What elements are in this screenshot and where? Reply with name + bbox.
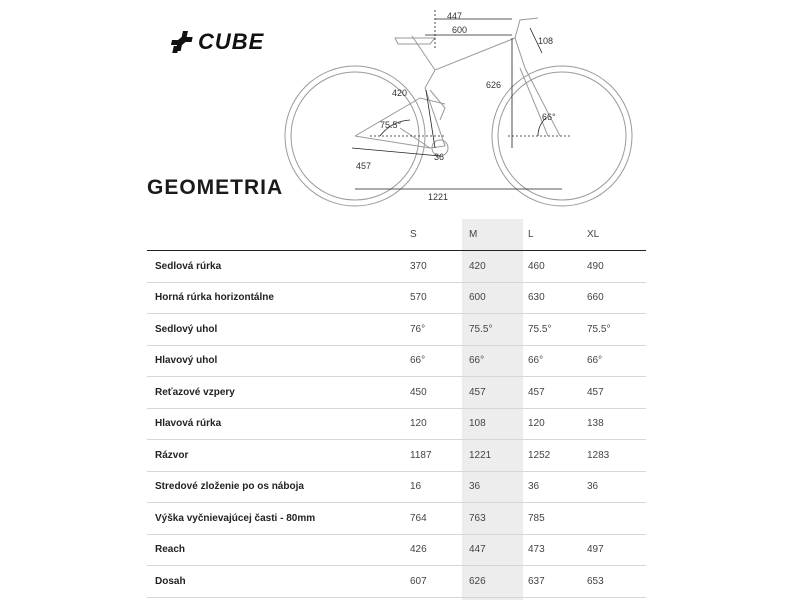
cell-m: 420 [469, 251, 528, 283]
table-row [147, 345, 646, 377]
cell-l: 120 [528, 408, 587, 440]
table-row [147, 534, 646, 566]
table-row [147, 251, 646, 283]
cell-l: 1252 [528, 440, 587, 472]
dim-head-angle: 66° [542, 112, 556, 122]
cell-l: 785 [528, 503, 587, 535]
cell-s: 426 [410, 534, 469, 566]
dim-stack: 626 [486, 80, 502, 90]
row-label: Sedlová rúrka [147, 251, 410, 283]
cell-s: 570 [410, 282, 469, 314]
cell-m: 447 [469, 534, 528, 566]
dim-seat-tube: 420 [392, 88, 408, 98]
cell-xl [587, 503, 646, 535]
cell-xl: 75.5° [587, 314, 646, 346]
table-row [147, 440, 646, 472]
cell-xl: 653 [587, 566, 646, 598]
header-size-xl: XL [587, 219, 646, 251]
cell-l: 637 [528, 566, 587, 598]
cell-l: 75.5° [528, 314, 587, 346]
table-row [147, 566, 646, 598]
header-label-cell [147, 219, 410, 251]
cell-m: 626 [469, 566, 528, 598]
cell-s: 16 [410, 471, 469, 503]
geometry-table [147, 219, 646, 598]
cube-logo-icon [168, 26, 196, 56]
dim-top-tube-reach: 447 [447, 11, 463, 21]
cell-s: 450 [410, 377, 469, 409]
table-row [147, 314, 646, 346]
dim-top-tube: 600 [452, 25, 468, 35]
header-size-m: M [469, 219, 528, 251]
cell-m: 36 [469, 471, 528, 503]
cell-s: 120 [410, 408, 469, 440]
cell-xl: 490 [587, 251, 646, 283]
header-size-l: L [528, 219, 587, 251]
cell-m: 763 [469, 503, 528, 535]
row-label: Sedlový uhol [147, 314, 410, 346]
dim-head-tube: 108 [538, 36, 554, 46]
table-row [147, 503, 646, 535]
brand-logo [168, 26, 288, 58]
row-label: Stredové zloženie po os náboja [147, 471, 410, 503]
cell-l: 630 [528, 282, 587, 314]
row-label: Rázvor [147, 440, 410, 472]
table-row [147, 408, 646, 440]
row-label: Reach [147, 534, 410, 566]
page-title: GEOMETRIA [147, 176, 284, 199]
cell-xl: 1283 [587, 440, 646, 472]
cell-l: 460 [528, 251, 587, 283]
cell-m: 1221 [469, 440, 528, 472]
cell-l: 457 [528, 377, 587, 409]
brand-name: CUBE [198, 29, 265, 54]
table-header-row [147, 219, 646, 251]
header-size-s: S [410, 219, 469, 251]
dim-wheelbase: 1221 [428, 192, 449, 202]
cell-xl: 497 [587, 534, 646, 566]
cell-l: 36 [528, 471, 587, 503]
cell-m: 75.5° [469, 314, 528, 346]
cell-l: 66° [528, 345, 587, 377]
cell-xl: 66° [587, 345, 646, 377]
cell-m: 600 [469, 282, 528, 314]
bike-drawing [280, 8, 640, 208]
cell-s: 1187 [410, 440, 469, 472]
table-row [147, 471, 646, 503]
row-label: Horná rúrka horizontálne [147, 282, 410, 314]
row-label: Dosah [147, 566, 410, 598]
cell-xl: 36 [587, 471, 646, 503]
table-row [147, 377, 646, 409]
cell-xl: 138 [587, 408, 646, 440]
table-row [147, 282, 646, 314]
cell-xl: 660 [587, 282, 646, 314]
cell-s: 607 [410, 566, 469, 598]
cell-m: 66° [469, 345, 528, 377]
cell-m: 108 [469, 408, 528, 440]
cell-s: 764 [410, 503, 469, 535]
cell-l: 473 [528, 534, 587, 566]
cell-xl: 457 [587, 377, 646, 409]
row-label: Hlavová rúrka [147, 408, 410, 440]
cell-s: 76° [410, 314, 469, 346]
geometry-diagram [280, 8, 640, 208]
cell-s: 66° [410, 345, 469, 377]
cell-m: 457 [469, 377, 528, 409]
dim-bb-drop: 36 [434, 152, 445, 162]
row-label: Výška vyčnievajúcej časti - 80mm [147, 503, 410, 535]
row-label: Hlavový uhol [147, 345, 410, 377]
dim-seat-angle: 75.5° [380, 120, 402, 130]
dim-chainstay: 457 [356, 161, 372, 171]
row-label: Reťazové vzpery [147, 377, 410, 409]
cell-s: 370 [410, 251, 469, 283]
